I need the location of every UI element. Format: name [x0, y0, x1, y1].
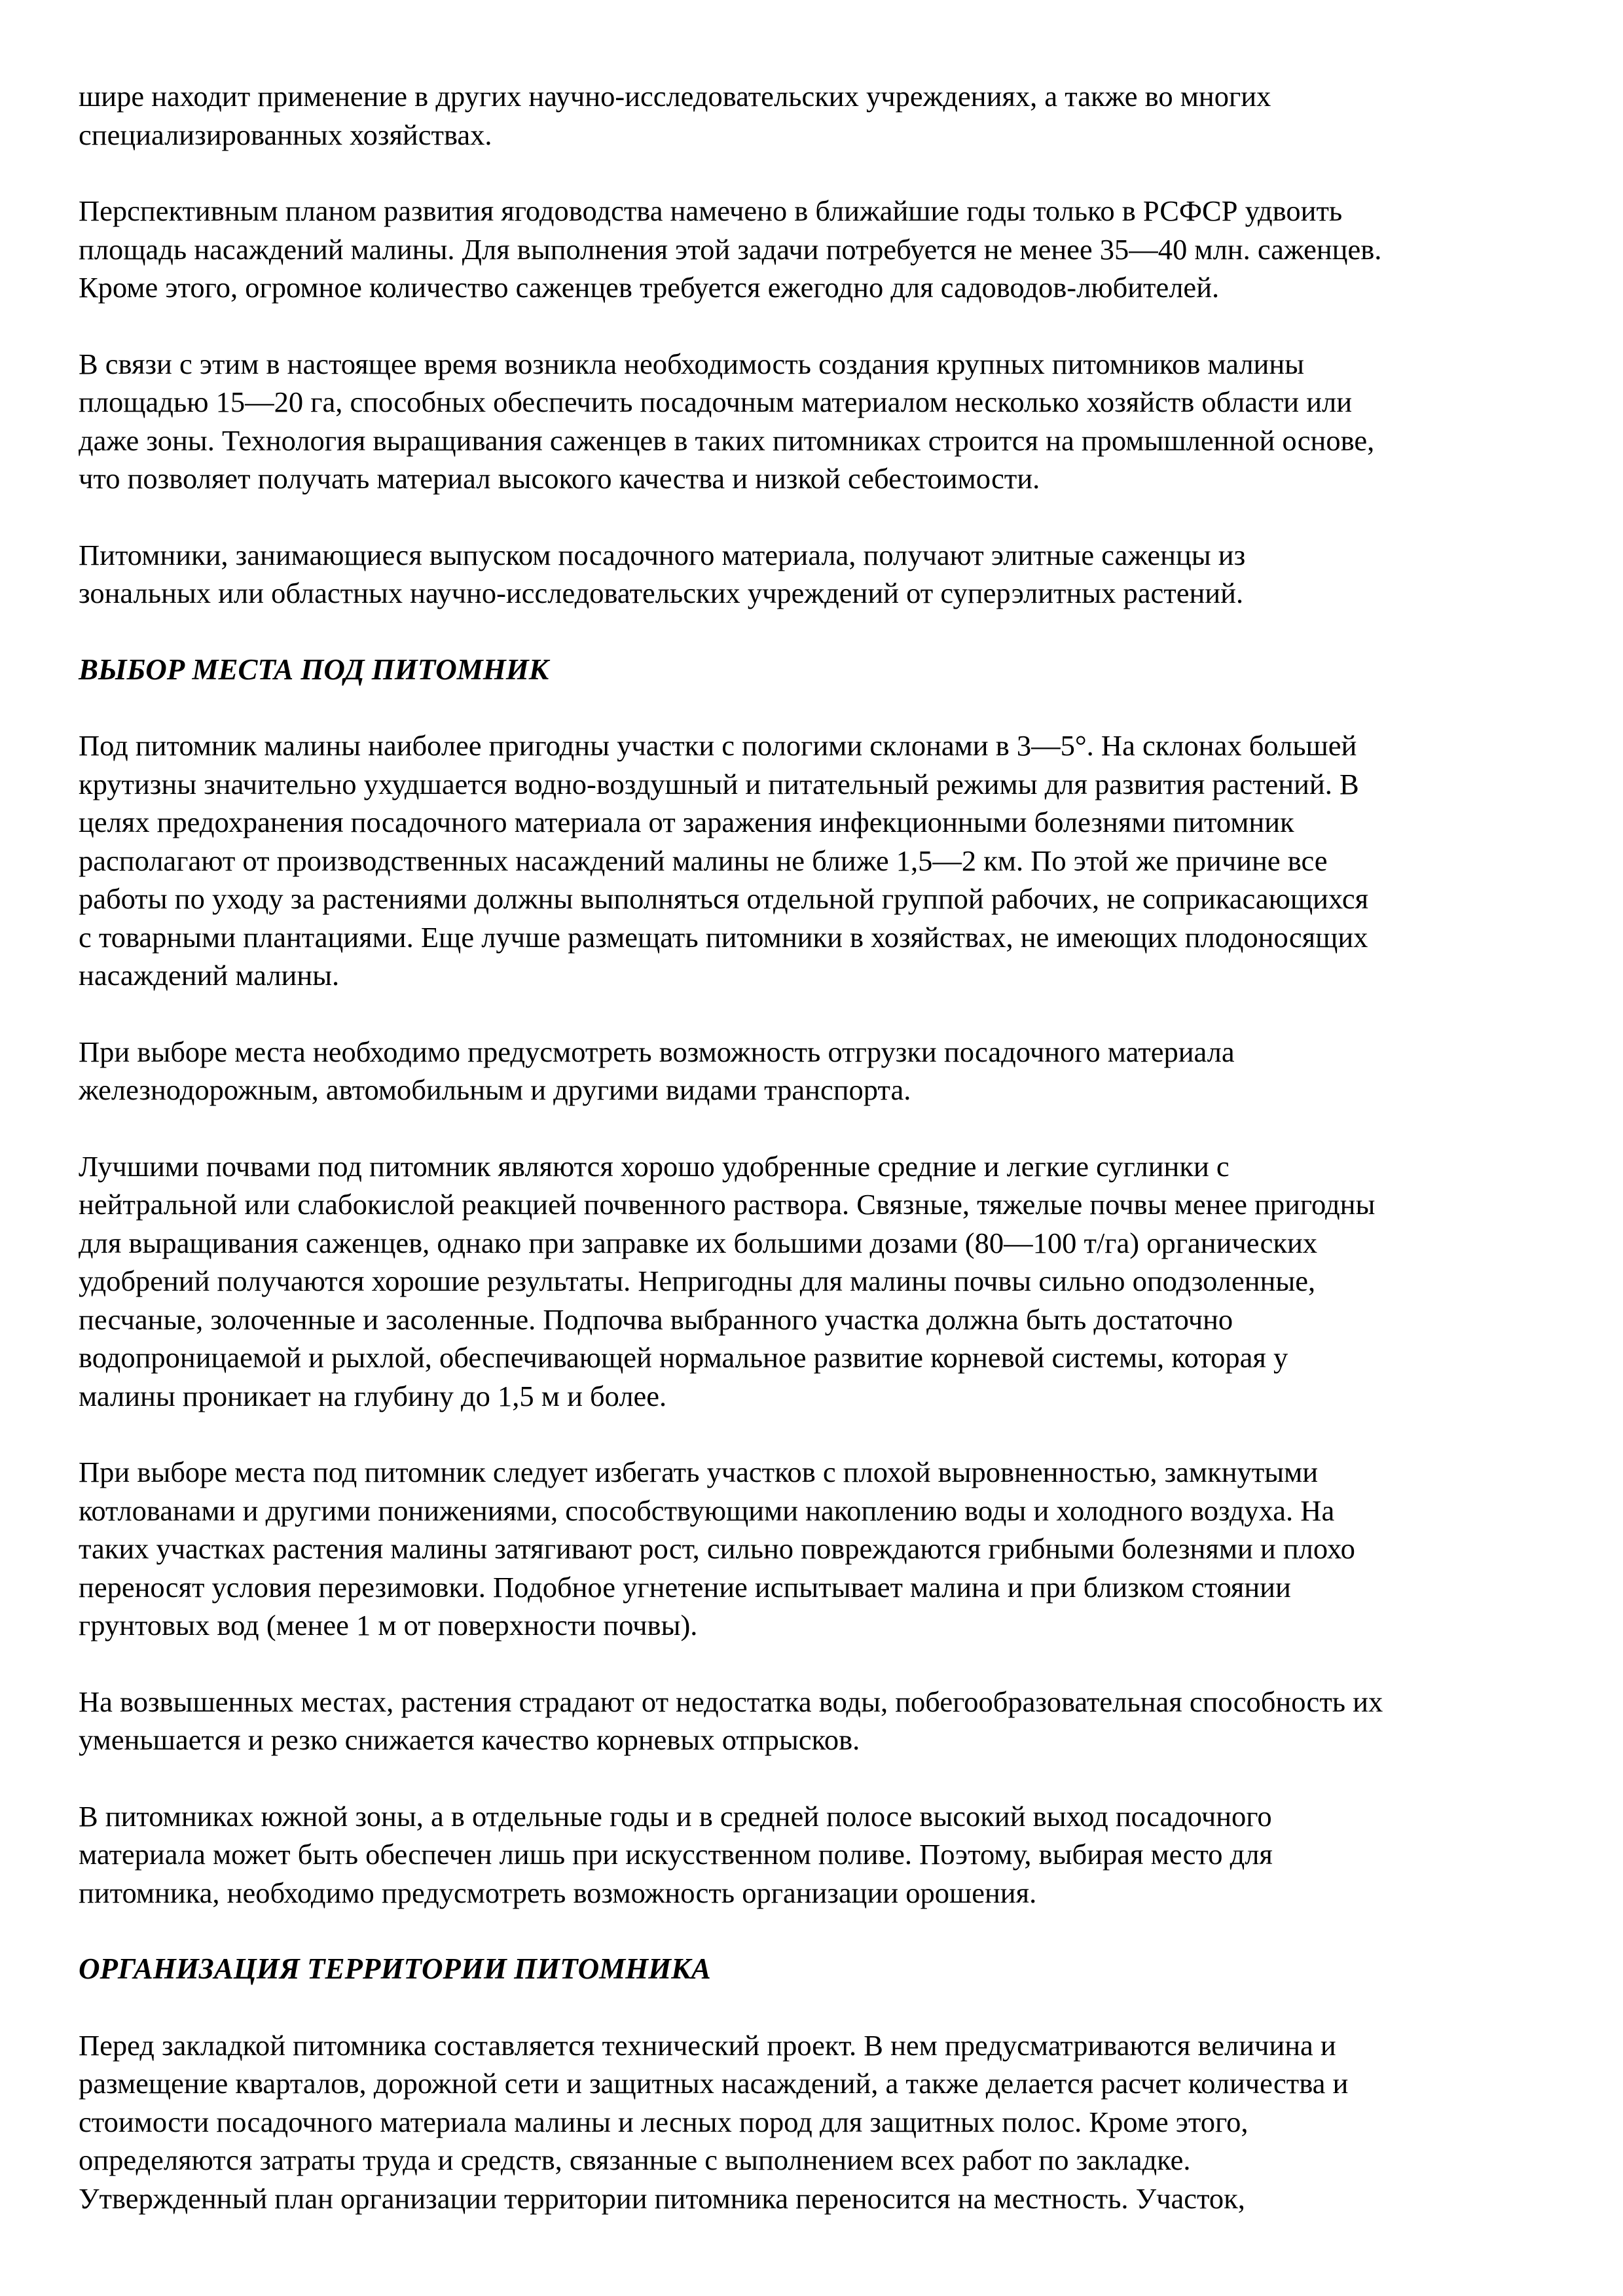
paragraph-technical-project: Перед закладкой питомника составляется технический проект. В нем предусматриваются величина и размещение кварталов, дорожной сети и защитных насаждений, а также делается расчет количества и стоимости посадочного материала малины и лесных пород для защитных полос. Кроме этого, определяются затраты труда и средств, связанные с выполнением всех работ по закладке. Утвержденный план организации территории питомника переносится на местность. Участок,: [79, 2028, 1349, 2215]
paragraph-elite-seedlings: Питомники, занимающиеся выпуском посадочного материала, получают элитные саженцы из зональных или областных научно-исследовательских учреждений от суперэлитных растений.: [79, 538, 1246, 609]
paragraph-development-plan: Перспективным планом развития ягодоводства намечено в ближайшие годы только в РСФСР удвоить площадь насаждений малины. Для выполнения этой задачи потребуется не менее 35—40 млн. саженцев. Кроме этого, огромное количество саженцев требуется ежегодно для садоводов-любителей.: [79, 194, 1382, 304]
paragraph-elevated-places: На возвышенных местах, растения страдают от недостатка воды, побегообразовательная способность их уменьшается и резко снижается качество корневых отпрысков.: [79, 1685, 1383, 1756]
section-heading-territory-organization: ОРГАНИЗАЦИЯ ТЕРРИТОРИИ ПИТОМНИКА: [79, 1952, 711, 1985]
section-heading-site-selection: ВЫБОР МЕСТА ПОД ПИТОМНИК: [79, 653, 549, 686]
paragraph-avoid-depressions: При выборе места под питомник следует избегать участков с плохой выровненностью, замкнутыми котлованами и другими понижениями, способствующими накоплению воды и холодного воздуха. На таких участках растения малины затягивают рост, сильно повреждаются грибными болезнями и плохо переносят условия перезимовки. Подобное угнетение испытывает малина и при близком стоянии грунтовых вод (менее 1 м от поверхности почвы).: [79, 1456, 1355, 1641]
paragraph-irrigation: В питомниках южной зоны, а в отдельные годы и в средней полосе высокий выход посадочного материала может быть обеспечен лишь при искусственном поливе. Поэтому, выбирая место для питомника, необходимо предусмотреть возможность организации орошения.: [79, 1799, 1273, 1909]
paragraph-slopes: Под питомник малины наиболее пригодны участки с пологими склонами в 3—5°. На склонах большей крутизны значительно ухудшается водно-воздушный и питательный режимы для развития растений. В целях предохранения посадочного материала от заражения инфекционными болезнями питомник располагают от производственных насаждений малины не ближе 1,5—2 км. По этой же причине все работы по уходу за растениями должны выполняться отдельной группой рабочих, не соприкасающихся с товарными плантациями. Еще лучше размещать питомники в хозяйствах, не имеющих плодоносящих насаждений малины.: [79, 729, 1369, 992]
document-page: [79, 77, 1571, 2255]
paragraph-transport: При выборе места необходимо предусмотреть возможность отгрузки посадочного материала железнодорожным, автомобильным и другими видами транспорта.: [79, 1035, 1235, 1106]
paragraph-soils: Лучшими почвами под питомник являются хорошо удобренные средние и легкие суглинки с нейтральной или слабокислой реакцией почвенного раствора. Связные, тяжелые почвы менее пригодны для выращивания саженцев, однако при заправке их большими дозами (80—100 т/га) органических удобрений получаются хорошие результаты. Непригодны для малины почвы сильно оподзоленные, песчаные, золоченные и засоленные. Подпочва выбранного участка должна быть достаточно водопроницаемой и рыхлой, обеспечивающей нормальное развитие корневой системы, которая у малины проникает на глубину до 1,5 м и более.: [79, 1149, 1376, 1412]
paragraph-intro-continuation: шире находит применение в других научно-исследовательских учреждениях, а также во многих специализированных хозяйствах.: [79, 80, 1271, 151]
paragraph-large-nurseries: В связи с этим в настоящее время возникла необходимость создания крупных питомников малины площадью 15—20 га, способных обеспечить посадочным материалом несколько хозяйств области или даже зоны. Технология выращивания саженцев в таких питомниках строится на промышленной основе, что позволяет получать материал высокого качества и низкой себестоимости.: [79, 347, 1375, 495]
